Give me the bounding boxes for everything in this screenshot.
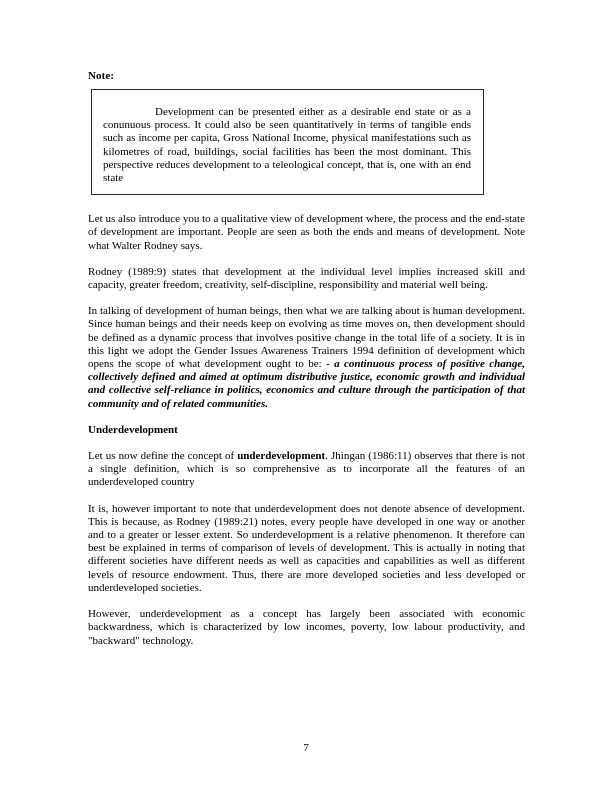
paragraph-qualitative-view: Let us also introduce you to a qualitative view of development where, the process and the end-state of development are important. People are seen as both the ends and means of development. Note what Walter Rodney says. bbox=[88, 213, 525, 252]
human-development-emphasis: a continuous process of positive change, collectively defined and aimed at optimum distributive justice, economic growth and individual and collective self-reliance in politics, economics and culture through the participation of that community and of related communities. bbox=[88, 358, 525, 410]
paragraph-not-absence-of-development: It is, however important to note that underdevelopment does not denote absence of development. This is because, as Rodney (1989:21) notes, every people have developed in one way or another and to a greater or lesser extent. So underdevelopment is a relative phenomenon. It therefore can best be explained in terms of comparison of levels of development. This is actually in noting that different societies have different needs as well as capacities and capabilities as well as different levels of resource endowment. Thus, there are more developed societies and less developed or underdeveloped societies. bbox=[88, 502, 525, 594]
note-box-text: Development can be presented either as a desirable end state or as a conunuous process. It could also be seen quantitatively in terms of tangible ends such as income per capita, Gross National Income, physical manifestations such as kilometres of road, buildings, social facilities has been the most dominant. This perspective reduces development to a teleological concept, that is, one with an end state bbox=[103, 106, 471, 185]
paragraph-economic-backwardness: However, underdevelopment as a concept has largely been associated with economic backwardness, which is characterized by low incomes, poverty, low labour productivity, and "backward" technology. bbox=[88, 608, 525, 647]
section-heading-underdevelopment: Underdevelopment bbox=[88, 423, 178, 436]
definition-before-text: Let us now define the concept of bbox=[88, 450, 238, 463]
note-callout-box bbox=[91, 89, 484, 195]
paragraph-human-development bbox=[88, 305, 525, 411]
paragraph-underdevelopment-definition bbox=[88, 450, 525, 490]
definition-after-text: . Jhingan (1986:11) observes that there is not a single definition, which is so comprehensive as to incorporate all the features of an underdeveloped country bbox=[88, 450, 525, 489]
definition-bold-term: underdevelopment bbox=[237, 450, 326, 463]
page-content bbox=[88, 70, 525, 661]
human-development-lead: In talking of development of human beings, then what we are talking about is human development. Since human beings and their needs keep on evolving as time moves on, then development should be defined as a dynamic process that involves positive change in the total life of a society. It is in this light we adopt the Gender Issues Awareness Trainers 1994 definition of development which opens the scope of what development ought to be: - bbox=[88, 305, 525, 371]
note-label: Note: bbox=[88, 70, 115, 82]
page-number: 7 bbox=[303, 742, 309, 754]
paragraph-rodney-1989-9: Rodney (1989:9) states that development at the individual level implies increased skill and capacity, greater freedom, creativity, self-discipline, responsibility and material well being. bbox=[88, 265, 525, 292]
